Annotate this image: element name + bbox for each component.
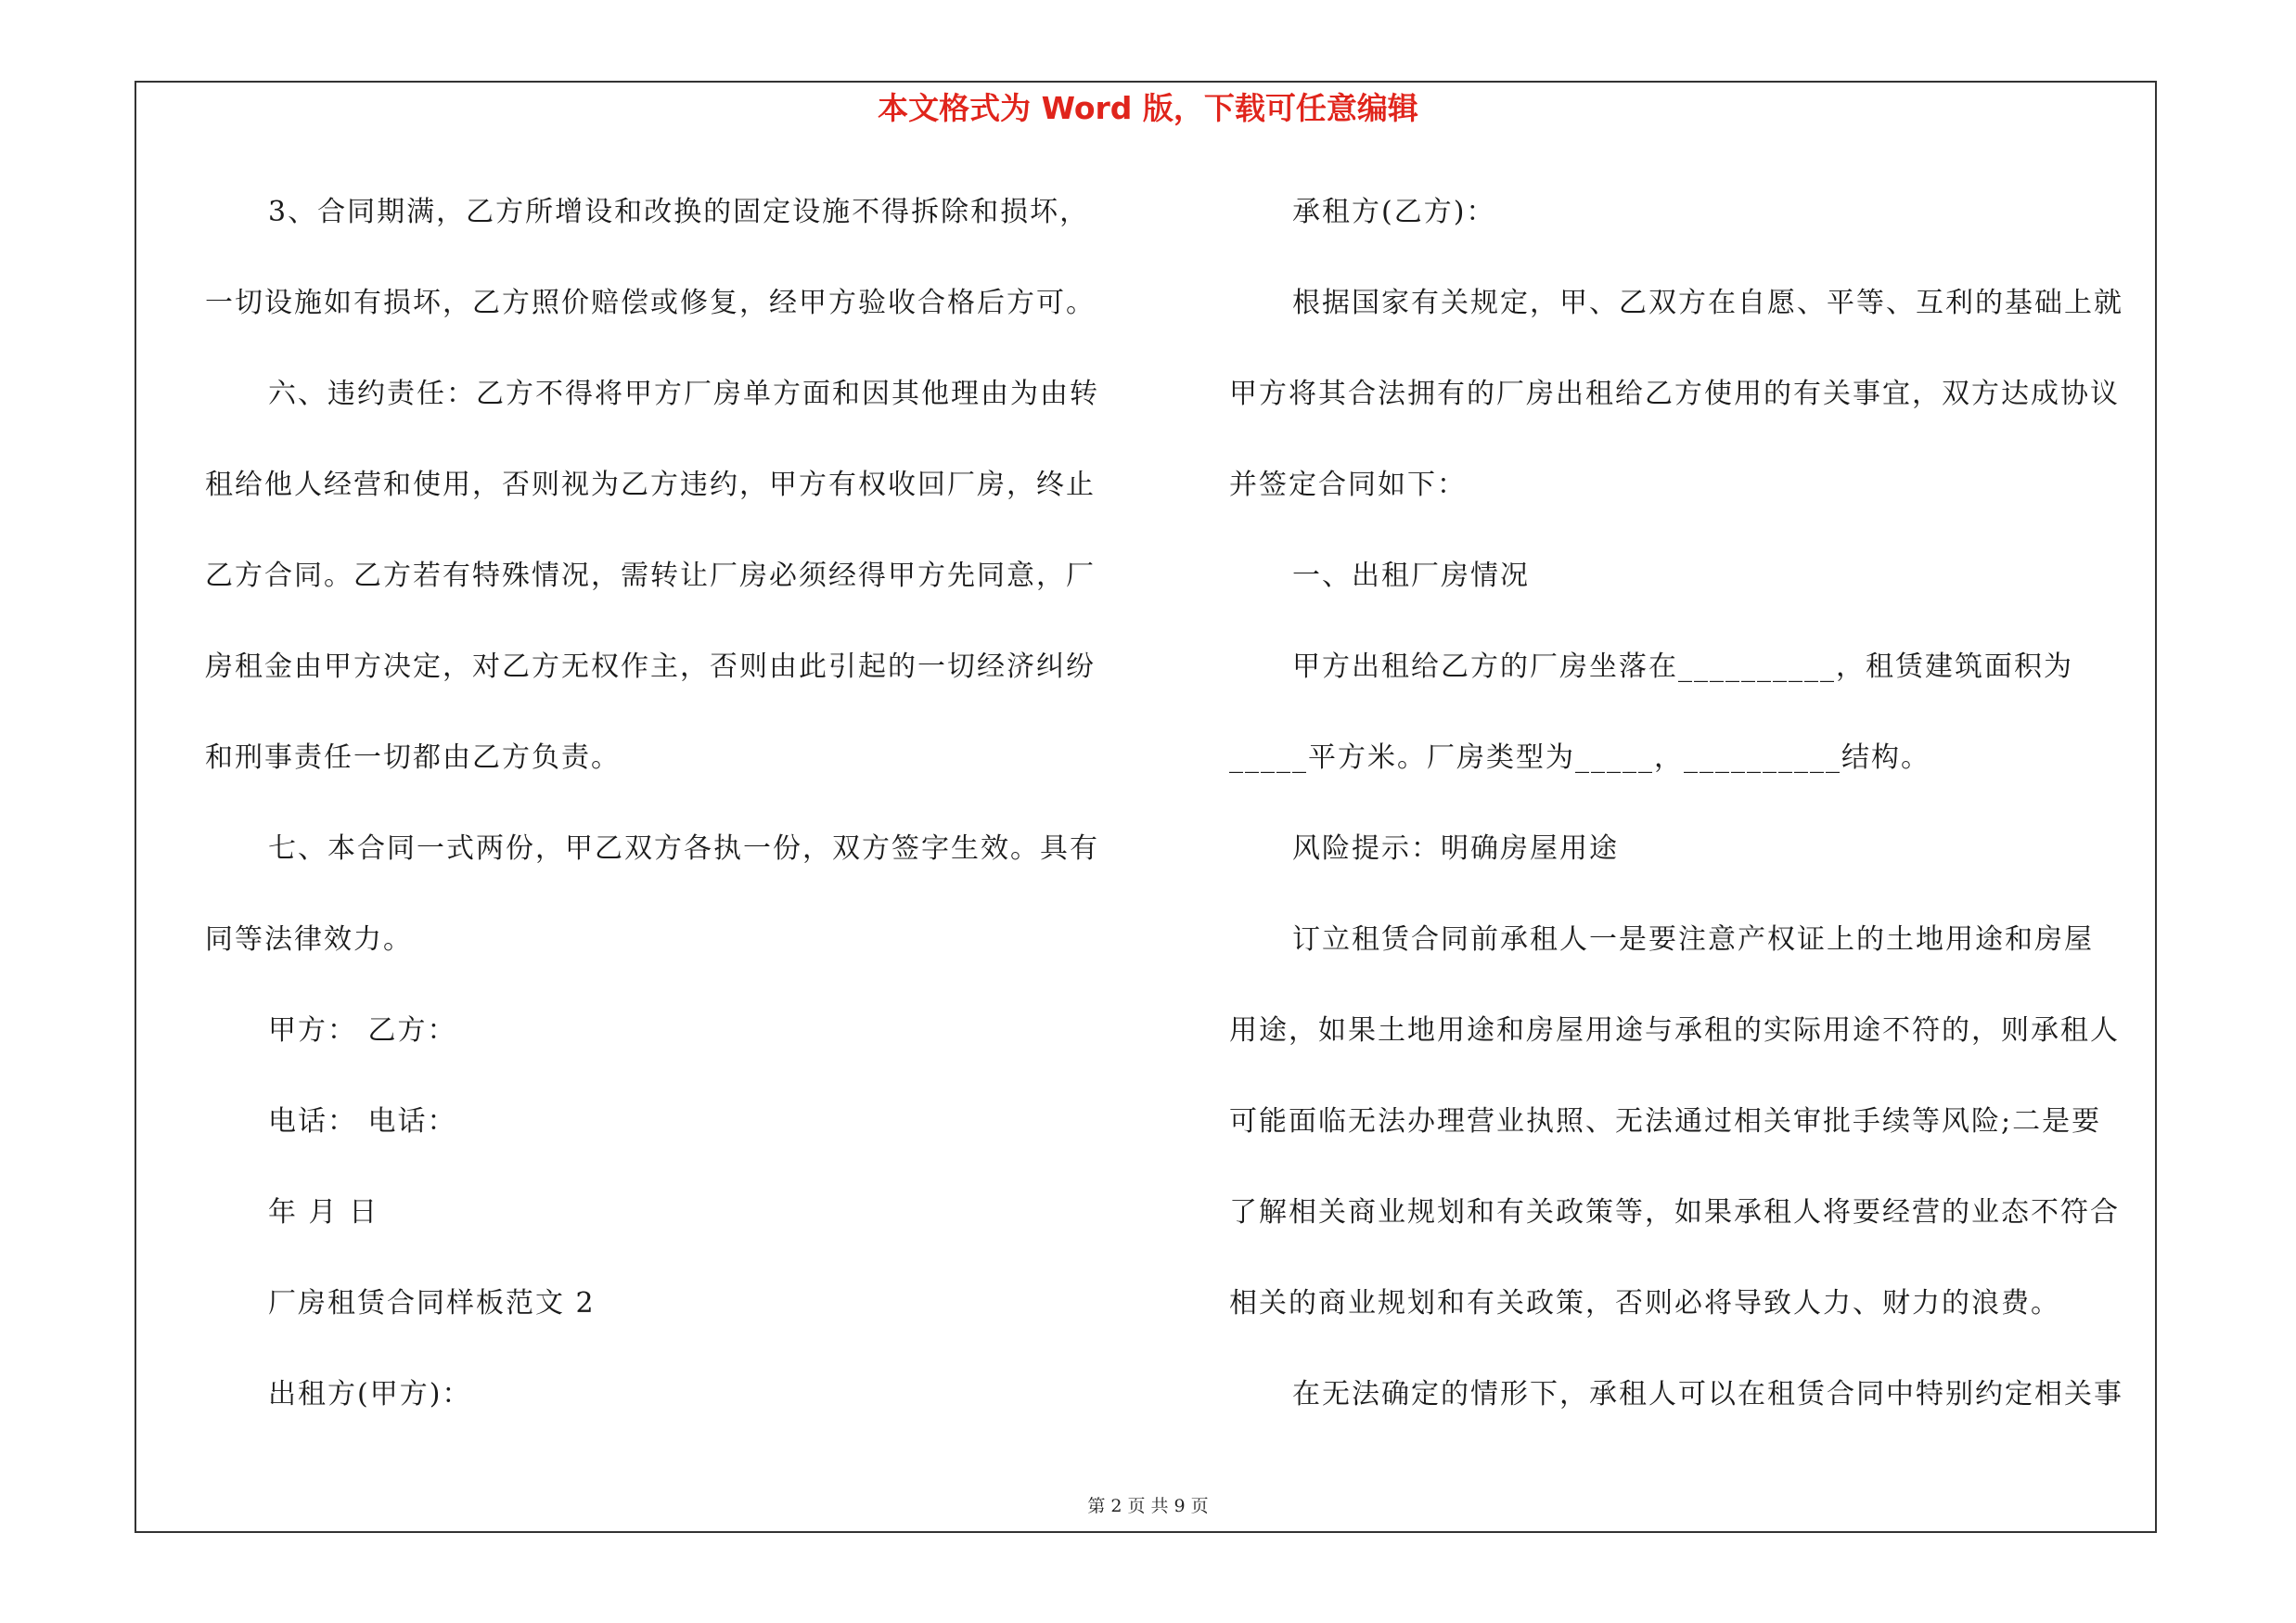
right-column-text-line: 相关的商业规划和有关政策，否则必将导致人力、财力的浪费。	[1229, 1287, 2060, 1320]
page-number-footer: 第 2 页 共 9 页	[1087, 1496, 1209, 1516]
left-column-text-line: 年 月 日	[268, 1196, 379, 1229]
right-column-text-line: 甲方出租给乙方的厂房坐落在__________，租赁建筑面积为	[1292, 650, 2073, 683]
right-column-text-line: 根据国家有关规定，甲、乙双方在自愿、平等、互利的基础上就	[1292, 287, 2123, 319]
right-column-text-line: 并签定合同如下：	[1229, 469, 1467, 501]
right-column-text-line: 用途，如果土地用途和房屋用途与承租的实际用途不符的，则承租人	[1229, 1014, 2120, 1047]
format-banner: 本文格式为 Word 版，下载可任意编辑	[878, 90, 1418, 126]
right-column-text-line: 在无法确定的情形下，承租人可以在租赁合同中特别约定相关事	[1292, 1378, 2123, 1410]
left-column-text-line: 3、合同期满，乙方所增设和改换的固定设施不得拆除和损坏，	[268, 196, 1090, 228]
right-column-text-line: 风险提示：明确房屋用途	[1292, 832, 1619, 865]
left-column-text-line: 乙方合同。乙方若有特殊情况，需转让厂房必须经得甲方先同意，厂	[205, 560, 1096, 592]
left-column-text-line: 厂房租赁合同样板范文 2	[268, 1287, 596, 1320]
left-column-text-line: 七、本合同一式两份，甲乙双方各执一份，双方签字生效。具有	[268, 832, 1099, 865]
left-column-text-line: 房租金由甲方决定，对乙方无权作主，否则由此引起的一切经济纠纷	[205, 650, 1096, 683]
right-column-text-line: 了解相关商业规划和有关政策等，如果承租人将要经营的业态不符合	[1229, 1196, 2120, 1229]
left-column-text-line: 和刑事责任一切都由乙方负责。	[205, 741, 621, 774]
right-column-text-line: 甲方将其合法拥有的厂房出租给乙方使用的有关事宜，双方达成协议	[1229, 378, 2120, 410]
left-column-text-line: 出租方(甲方)：	[268, 1378, 472, 1410]
left-column-text-line: 甲方： 乙方：	[268, 1014, 457, 1047]
left-column-text-line: 电话： 电话：	[268, 1105, 457, 1138]
right-column-text-line: 可能面临无法办理营业执照、无法通过相关审批手续等风险;二是要	[1229, 1105, 2102, 1138]
left-column-text-line: 一切设施如有损坏，乙方照价赔偿或修复，经甲方验收合格后方可。	[205, 287, 1096, 319]
right-column-text-line: _____平方米。厂房类型为_____，__________结构。	[1229, 741, 1930, 774]
left-column-text-line: 同等法律效力。	[205, 923, 413, 956]
right-column-text-line: 承租方(乙方)：	[1292, 196, 1496, 228]
right-column-text-line: 订立租赁合同前承租人一是要注意产权证上的土地用途和房屋	[1292, 923, 2094, 956]
right-column-text-line: 一、出租厂房情况	[1292, 560, 1530, 592]
left-column-text-line: 租给他人经营和使用，否则视为乙方违约，甲方有权收回厂房，终止	[205, 469, 1096, 501]
left-column-text-line: 六、违约责任：乙方不得将甲方厂房单方面和因其他理由为由转	[268, 378, 1099, 410]
